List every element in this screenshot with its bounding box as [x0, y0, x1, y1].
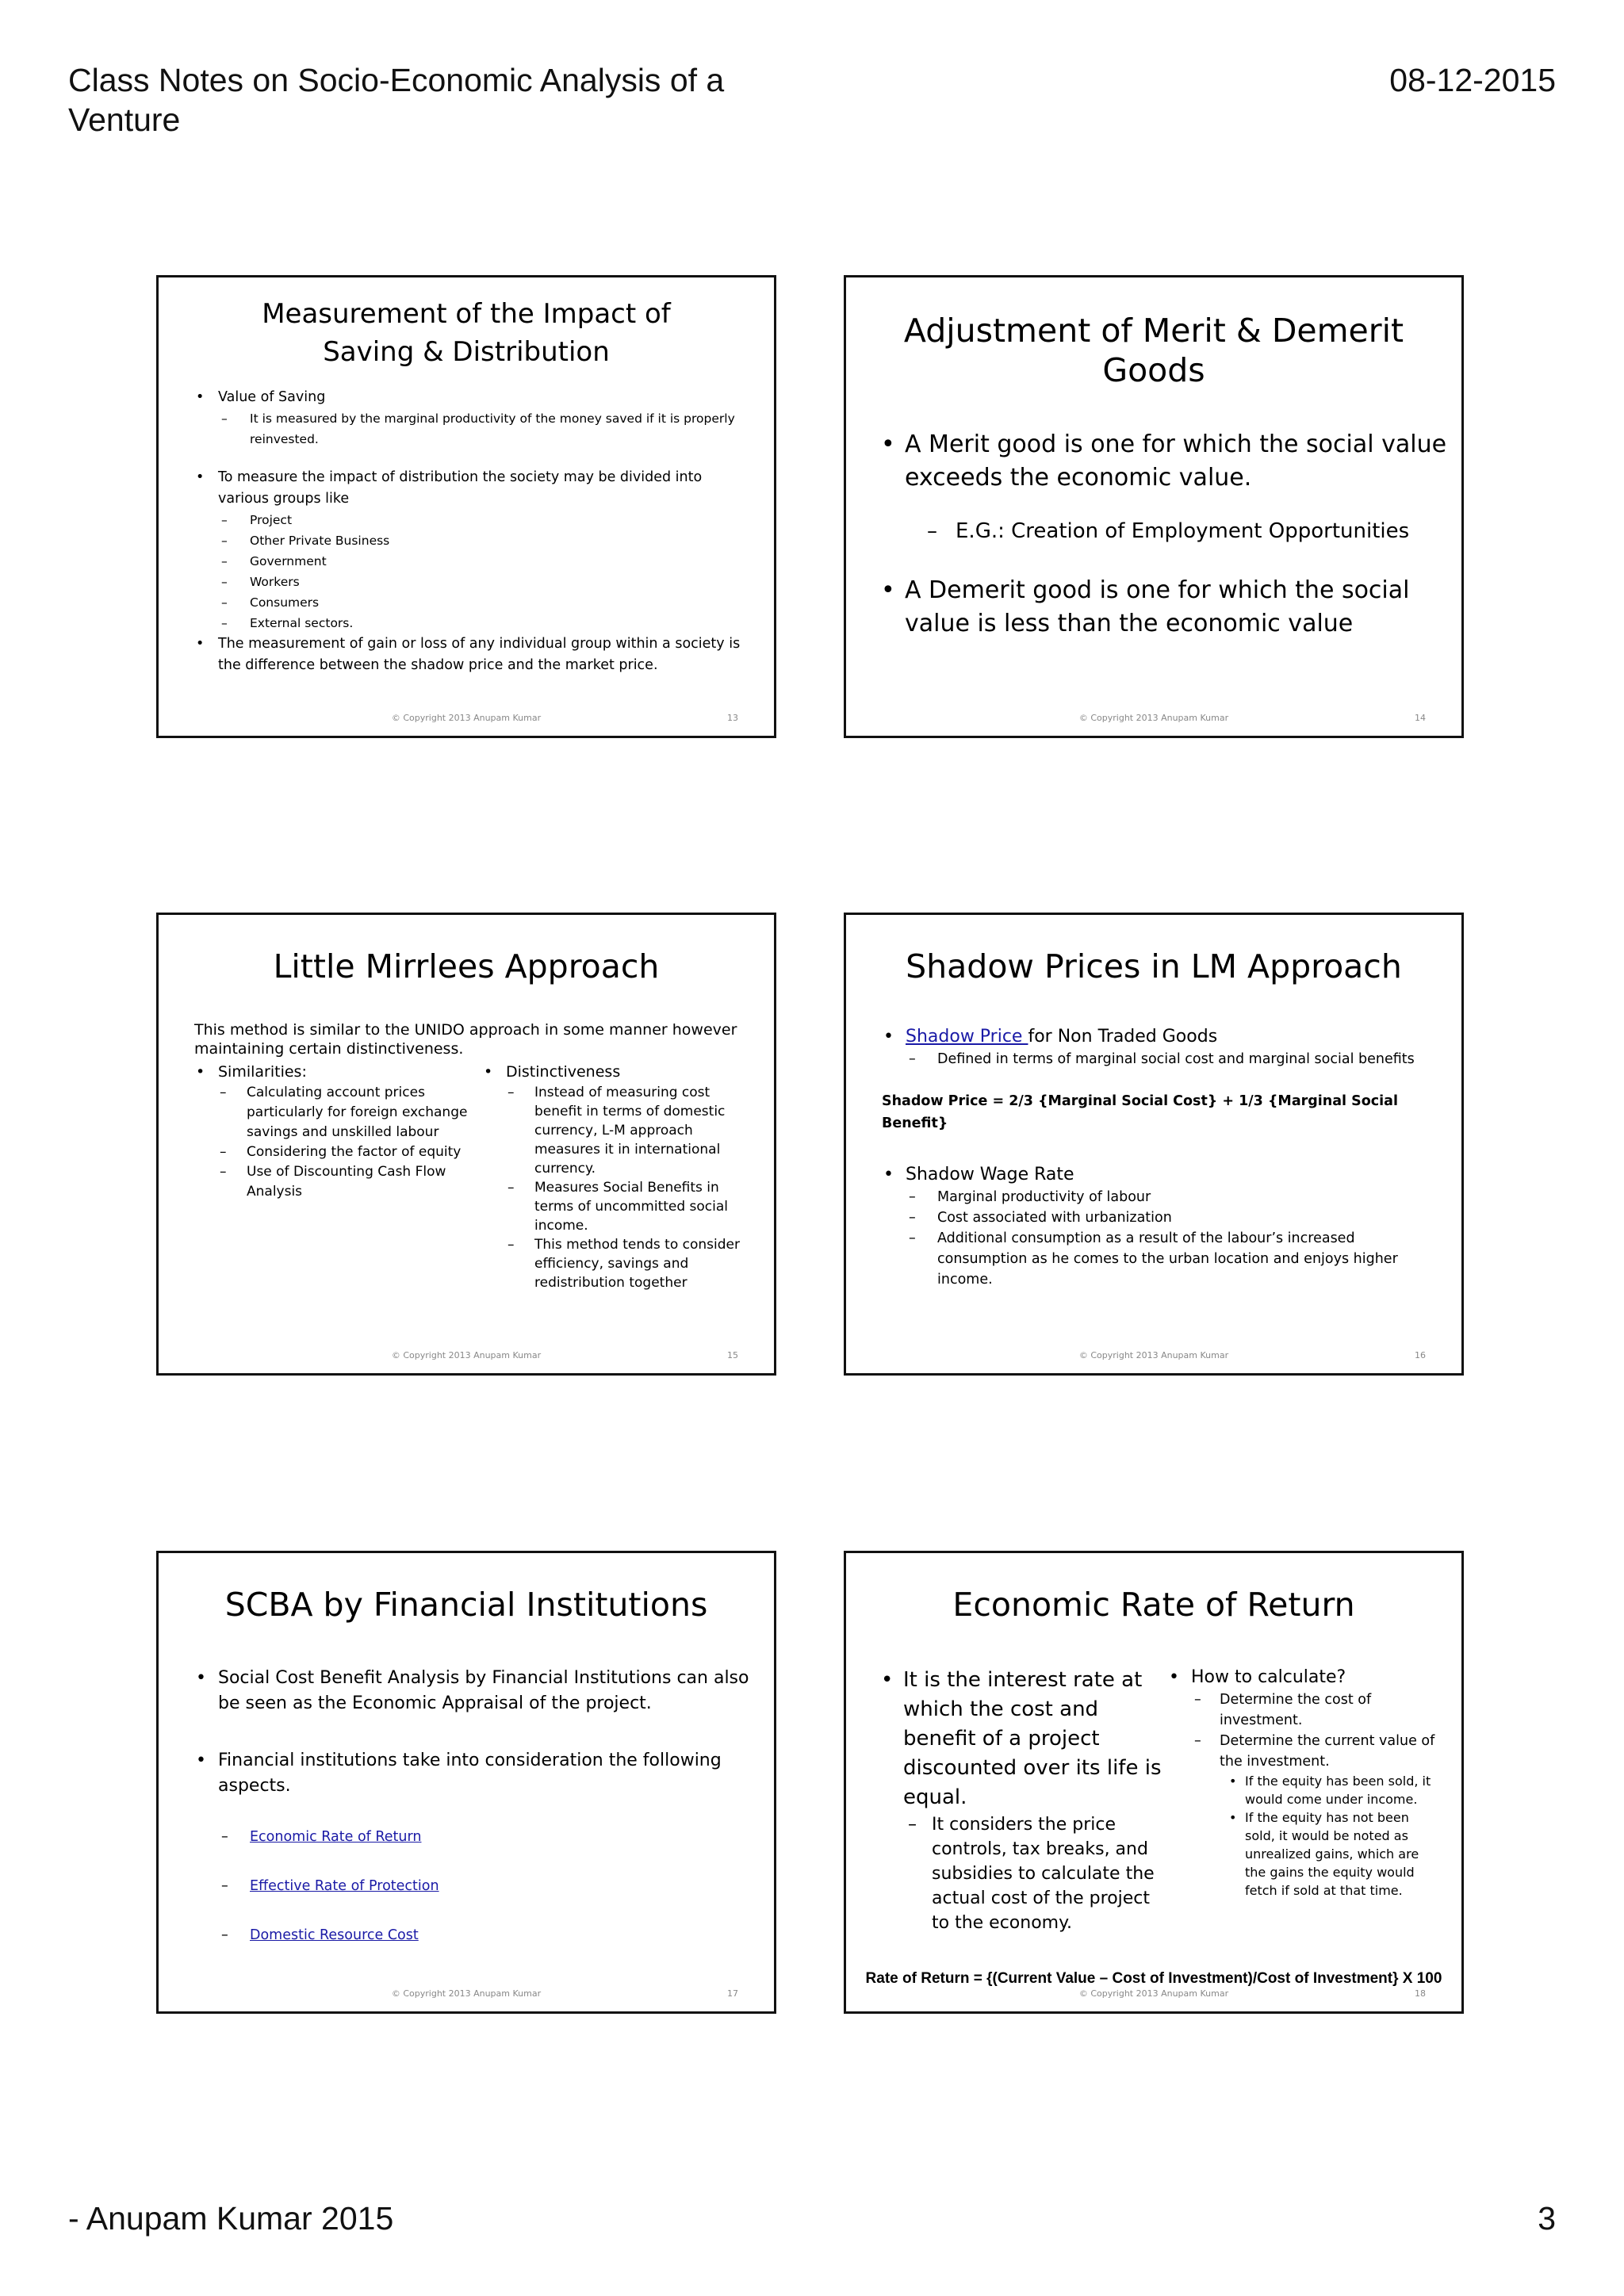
- slide-copyright: © Copyright 2013 Anupam Kumar: [1078, 1350, 1229, 1360]
- bullet-text: for Non Traded Goods: [1028, 1027, 1218, 1047]
- sub-bullet: – Defined in terms of marginal social cost and marginal social benefits: [909, 1049, 1445, 1070]
- sub-sub-bullet: • If the equity has been sold, it would come under income.: [1229, 1772, 1437, 1808]
- bullet: • Similarities:: [194, 1062, 480, 1083]
- slide-title: Little Mirrlees Approach: [273, 947, 660, 985]
- slide-18: [844, 1551, 1464, 2014]
- economic-rate-of-return-link[interactable]: Economic Rate of Return: [250, 1829, 422, 1845]
- bullet: • How to calculate?: [1167, 1666, 1437, 1689]
- slide-number: 15: [727, 1350, 738, 1360]
- bullet: [882, 1025, 1445, 1049]
- sub-bullet: – Project: [221, 510, 749, 530]
- slide-title-line: Saving & Distribution: [323, 336, 610, 368]
- slide-body: [879, 428, 1450, 641]
- slide-number: 13: [727, 713, 738, 723]
- rate-of-return-formula: Rate of Return = {(Current Value – Cost of Investment)/Cost of Investment} X 100: [865, 1970, 1442, 1987]
- sub-bullet: – It considers the price controls, tax breaks, and subsidies to calculate the actual cost of the project to the economy.: [908, 1812, 1173, 1935]
- footer-author: - Anupam Kumar 2015: [68, 2200, 394, 2237]
- page-number: 3: [1538, 2200, 1556, 2237]
- sub-bullet: [221, 1875, 749, 1897]
- slide-number: 17: [727, 1988, 738, 1999]
- bullet: • Shadow Wage Rate: [882, 1163, 1445, 1187]
- shadow-price-link[interactable]: Shadow Price: [906, 1027, 1028, 1047]
- sub-bullet: – Measures Social Benefits in terms of uncommitted social income.: [508, 1178, 752, 1235]
- slide-number: 14: [1415, 713, 1426, 723]
- effective-rate-of-protection-link[interactable]: Effective Rate of Protection: [250, 1878, 439, 1894]
- slide-15: [156, 913, 776, 1376]
- bullet: • A Demerit good is one for which the social value is less than the economic value: [879, 574, 1450, 641]
- slide-13: [156, 275, 776, 738]
- sub-bullet: – Consumers: [221, 592, 749, 613]
- sub-bullet: [221, 1826, 749, 1848]
- bullet: • Social Cost Benefit Analysis by Financial Institutions can also be seen as the Economic Appraisal of the project.: [194, 1666, 749, 1716]
- sub-bullet: – Determine the cost of investment.: [1194, 1689, 1437, 1731]
- slide-number: 16: [1415, 1350, 1426, 1360]
- document-date: 08-12-2015: [1389, 62, 1556, 98]
- sub-bullet: – Instead of measuring cost benefit in terms of domestic currency, L-M approach measures it in international currency.: [508, 1083, 752, 1178]
- sub-bullet: – Marginal productivity of labour: [909, 1187, 1445, 1207]
- sub-bullet: – Calculating account prices particularly for foreign exchange savings and unskilled labour: [220, 1083, 480, 1142]
- bullet: • Value of Saving: [194, 387, 749, 408]
- slide-title: Shadow Prices in LM Approach: [906, 947, 1402, 985]
- sub-bullet: – Use of Discounting Cash Flow Analysis: [220, 1162, 480, 1202]
- sub-bullet: – Additional consumption as a result of the labour’s increased consumption as he comes to the urban location and enjoys higher income.: [909, 1228, 1445, 1290]
- sub-bullet: – External sectors.: [221, 613, 749, 633]
- slide-17: [156, 1551, 776, 2014]
- slide-copyright: © Copyright 2013 Anupam Kumar: [391, 1988, 542, 1999]
- sub-bullet: – This method tends to consider efficiency, savings and redistribution together: [508, 1235, 752, 1292]
- sub-bullet: – Other Private Business: [221, 530, 749, 551]
- bullet: • The measurement of gain or loss of any individual group within a society is the difference between the shadow price and the market price.: [194, 633, 749, 676]
- slide-title: Economic Rate of Return: [952, 1586, 1355, 1624]
- bullet: • Distinctiveness: [482, 1062, 752, 1083]
- slide-title: [174, 295, 758, 371]
- sub-bullet: – Considering the factor of equity: [220, 1142, 480, 1162]
- bullet: • A Merit good is one for which the social value exceeds the economic value.: [879, 428, 1450, 495]
- slide-16: [844, 913, 1464, 1376]
- bullet: • Financial institutions take into consideration the following aspects.: [194, 1748, 749, 1799]
- slide-copyright: © Copyright 2013 Anupam Kumar: [1078, 1988, 1229, 1999]
- slide-title: Adjustment of Merit & Demerit Goods: [903, 312, 1404, 389]
- distinctiveness-column: [482, 1062, 752, 1292]
- bullet: • It is the interest rate at which the cost and benefit of a project discounted over its life is equal.: [879, 1666, 1173, 1812]
- slide-body: [194, 387, 749, 676]
- sub-bullet: – Workers: [221, 572, 749, 592]
- slide-copyright: © Copyright 2013 Anupam Kumar: [1078, 713, 1229, 723]
- sub-bullet: – Government: [221, 551, 749, 572]
- sub-bullet: – It is measured by the marginal productivity of the money saved if it is properly reinvested.: [221, 408, 749, 450]
- slide-14: [844, 275, 1464, 738]
- slide-intro: This method is similar to the UNIDO approach in some manner however maintaining certain distinctiveness.: [194, 1021, 737, 1058]
- sub-bullet: – Cost associated with urbanization: [909, 1207, 1445, 1228]
- sub-bullet: [221, 1924, 749, 1946]
- slide-title: SCBA by Financial Institutions: [224, 1586, 708, 1624]
- domestic-resource-cost-link[interactable]: Domestic Resource Cost: [250, 1927, 419, 1943]
- slide-title-line: Measurement of the Impact of: [262, 298, 671, 330]
- slide-copyright: © Copyright 2013 Anupam Kumar: [391, 1350, 542, 1360]
- slide-number: 18: [1415, 1988, 1426, 1999]
- similarities-column: [194, 1062, 480, 1202]
- document-title: Class Notes on Socio-Economic Analysis of a Venture: [68, 62, 725, 138]
- calculation-column: [1167, 1666, 1437, 1900]
- bullet: • To measure the impact of distribution the society may be divided into various groups like: [194, 467, 749, 510]
- sub-bullet: – Determine the current value of the investment.: [1194, 1731, 1437, 1772]
- sub-bullet: – E.G.: Creation of Employment Opportunities: [927, 517, 1450, 545]
- slide-body: [882, 1025, 1445, 1290]
- slide-body: [194, 1666, 749, 1946]
- slide-copyright: © Copyright 2013 Anupam Kumar: [391, 713, 542, 723]
- definition-column: [879, 1666, 1173, 1935]
- sub-sub-bullet: • If the equity has not been sold, it would be noted as unrealized gains, which are the gains the equity would fetch if sold at that time.: [1229, 1808, 1437, 1900]
- shadow-price-formula: Shadow Price = 2/3 {Marginal Social Cost} + 1/3 {Marginal Social Benefit}: [882, 1093, 1398, 1131]
